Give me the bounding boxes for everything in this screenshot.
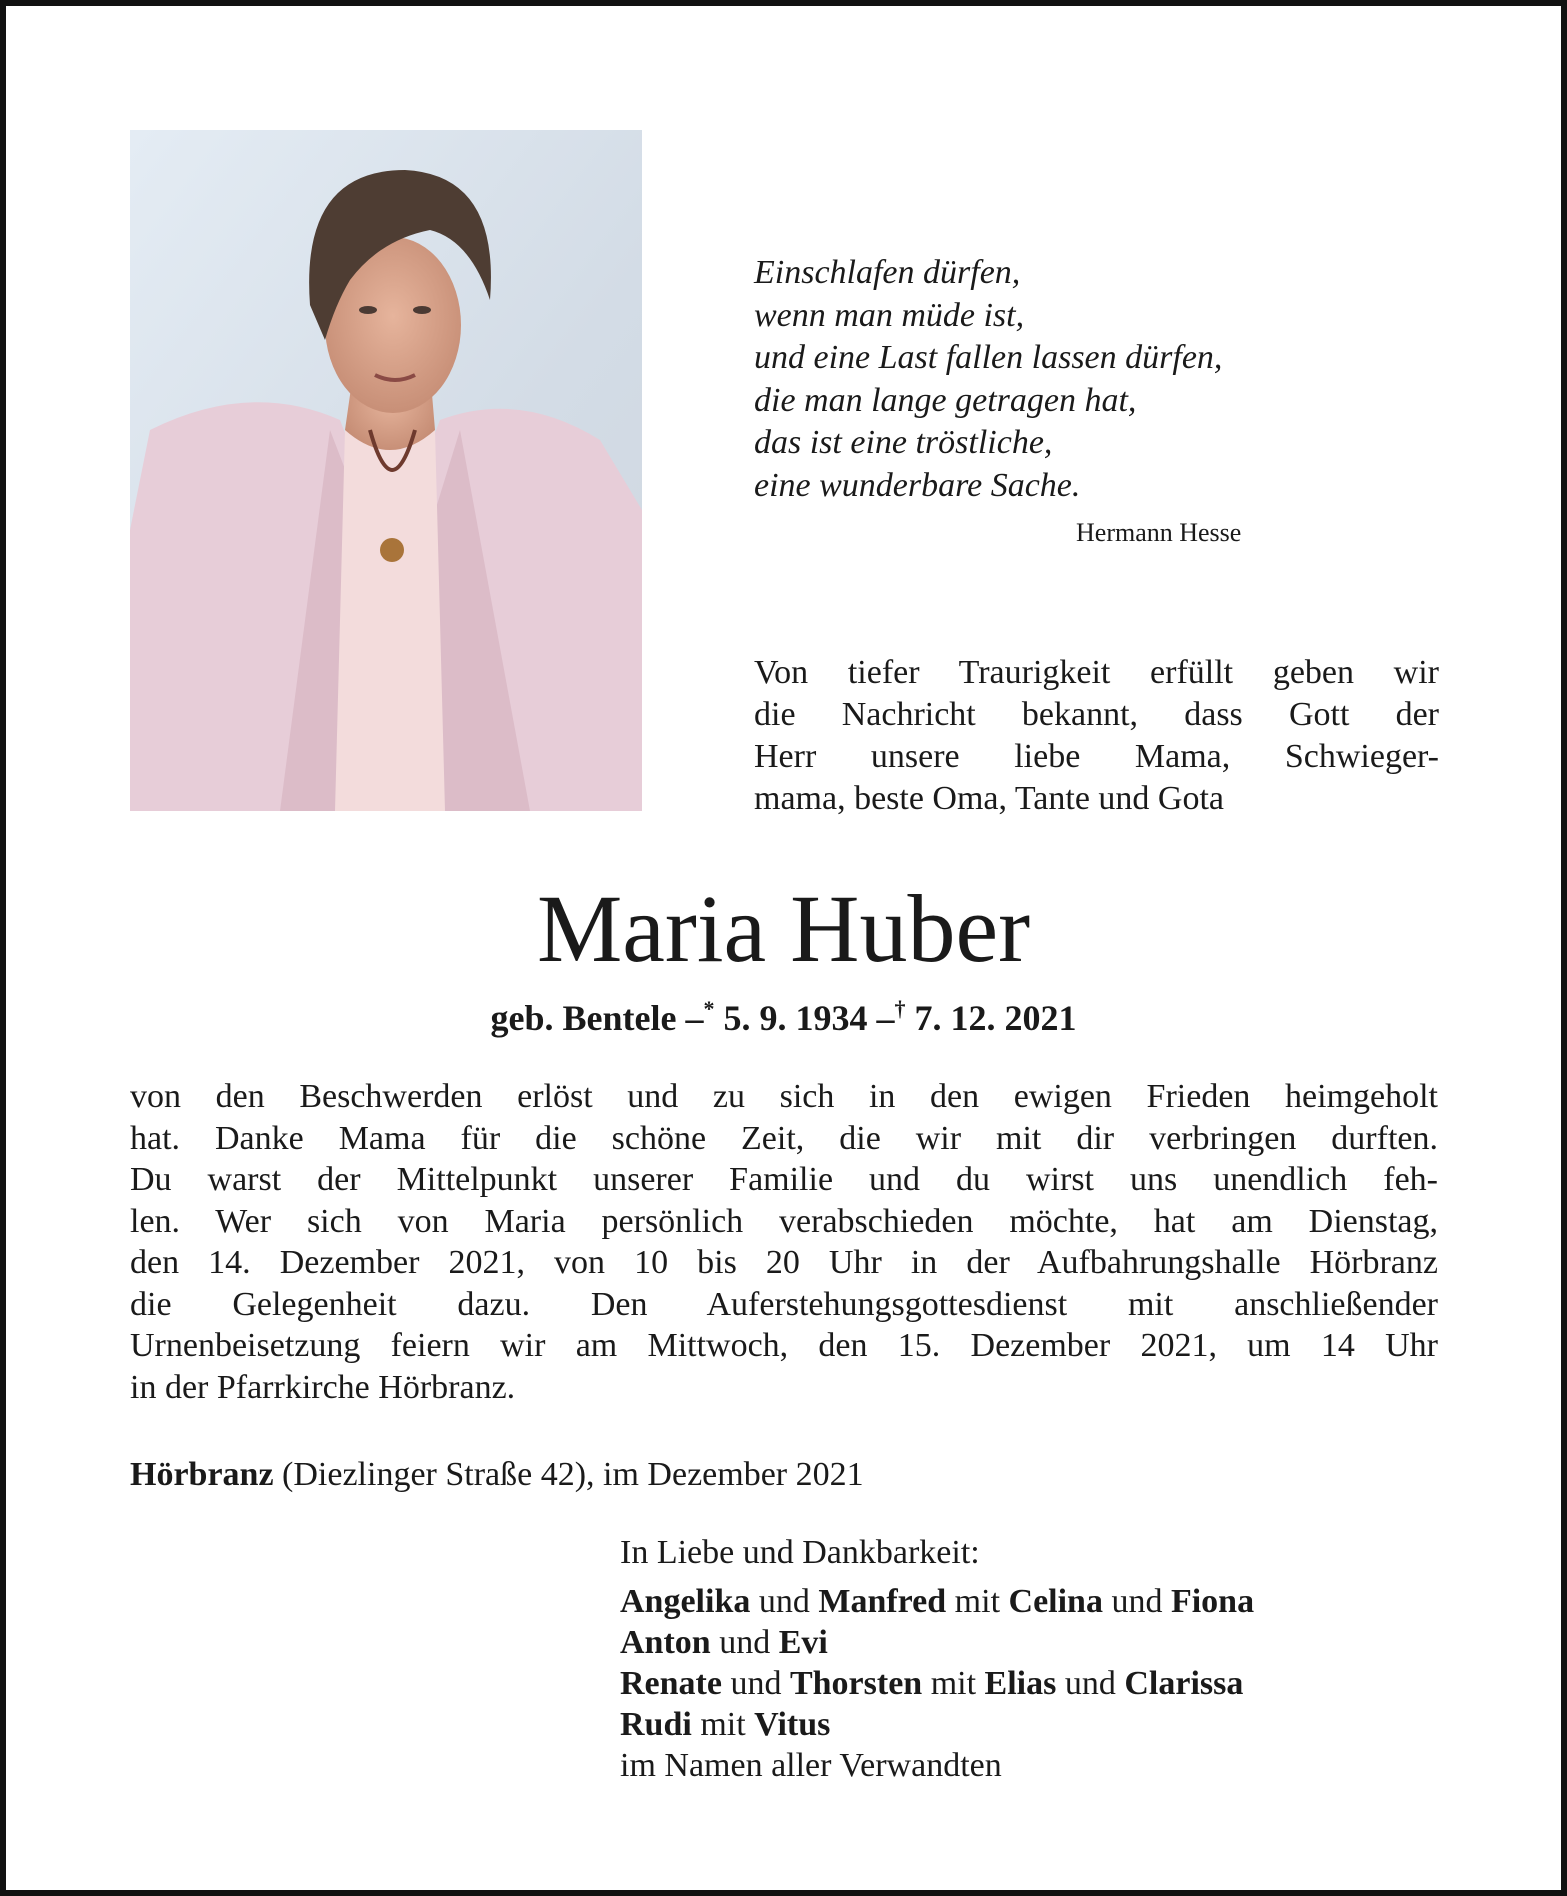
relative-name: Renate [620, 1665, 722, 1702]
poem [754, 252, 1354, 507]
intro-line: Von tiefer Traurigkeit erfüllt geben wir [754, 654, 1439, 691]
poem-author: Hermann Hesse [1076, 518, 1242, 547]
body-text [130, 1076, 1438, 1408]
poem-line: und eine Last fallen lassen dürfen, [754, 339, 1223, 376]
birth-name: geb. Bentele – [490, 998, 704, 1038]
body-line: Du warst der Mittelpunkt unserer Familie und du wirst uns unendlich feh- [130, 1161, 1438, 1198]
body-line: hat. Danke Mama für die schöne Zeit, die wir mit dir verbringen durften. [130, 1119, 1438, 1157]
connector-text: und [1102, 1583, 1171, 1620]
death-date: 7. 12. 2021 [914, 998, 1077, 1038]
relative-name: Clarissa [1124, 1665, 1244, 1702]
relative-name: Fiona [1170, 1583, 1255, 1620]
relative-name: Anton [620, 1624, 711, 1661]
poem-line: eine wunderbare Sache. [754, 466, 1081, 504]
portrait-photo [130, 130, 642, 811]
signature-row [620, 1663, 1254, 1704]
obituary-page [6, 6, 1561, 1890]
deceased-name: Maria Huber [536, 875, 1031, 982]
relative-name: Vitus [754, 1706, 831, 1743]
relative-name: Evi [778, 1624, 828, 1661]
place-town: Hörbranz [130, 1456, 274, 1493]
relative-name: Elias [984, 1665, 1057, 1702]
intro-text [754, 652, 1439, 820]
birth-symbol: * [703, 996, 715, 1021]
death-symbol: † [894, 996, 906, 1021]
poem-line: Einschlafen dürfen, [754, 254, 1021, 291]
signature-heading: In Liebe und Dankbarkeit: [620, 1534, 980, 1571]
place-address: (Diezlinger Straße 42), im Dezember 2021 [273, 1456, 864, 1493]
signature-row [620, 1581, 1254, 1622]
body-line: in der Pfarrkirche Hörbranz. [130, 1368, 516, 1406]
signature-row [620, 1704, 1254, 1745]
birth-date: 5. 9. 1934 – [723, 998, 895, 1038]
relative-name: Rudi [620, 1706, 692, 1743]
connector-text: mit [691, 1706, 755, 1743]
relative-name: Celina [1008, 1583, 1103, 1620]
place-date-line [130, 1456, 864, 1494]
signature-row [620, 1745, 1254, 1786]
connector-text: und [1056, 1665, 1125, 1702]
signature-row [620, 1622, 1254, 1663]
connector-text: und [721, 1665, 790, 1702]
body-line: die Gelegenheit dazu. Den Auferstehungsgottesdienst mit anschließender [130, 1285, 1438, 1323]
intro-line: die Nachricht bekannt, dass Gott der [754, 696, 1439, 733]
body-line: len. Wer sich von Maria persönlich verabschieden möchte, hat am Dienstag, [130, 1202, 1438, 1240]
signature-rows [620, 1581, 1254, 1786]
body-line: Urnenbeisetzung feiern wir am Mittwoch, den 15. Dezember 2021, um 14 Uhr [130, 1327, 1438, 1364]
poem-line: die man lange getragen hat, [754, 381, 1137, 419]
relative-name: Angelika [620, 1583, 751, 1620]
connector-text: mit [922, 1665, 985, 1702]
poem-line: wenn man müde ist, [754, 296, 1025, 334]
signature-block [620, 1532, 1254, 1786]
connector-text: und [750, 1583, 819, 1620]
intro-line: Herr unsere liebe Mama, Schwieger- [754, 738, 1439, 775]
poem-line: das ist eine tröstliche, [754, 424, 1053, 461]
body-line: den 14. Dezember 2021, von 10 bis 20 Uhr in der Aufbahrungshalle Hörbranz [130, 1244, 1438, 1281]
connector-text: mit [946, 1583, 1009, 1620]
relative-name: Manfred [818, 1583, 947, 1620]
life-dates [6, 996, 1561, 1039]
connector-text: und [710, 1624, 779, 1661]
connector-text: im Namen aller Verwandten [620, 1747, 1002, 1784]
body-line: von den Beschwerden erlöst und zu sich in den ewigen Frieden heimgeholt [130, 1078, 1438, 1115]
relative-name: Thorsten [789, 1665, 923, 1702]
intro-line: mama, beste Oma, Tante und Gota [754, 780, 1225, 817]
